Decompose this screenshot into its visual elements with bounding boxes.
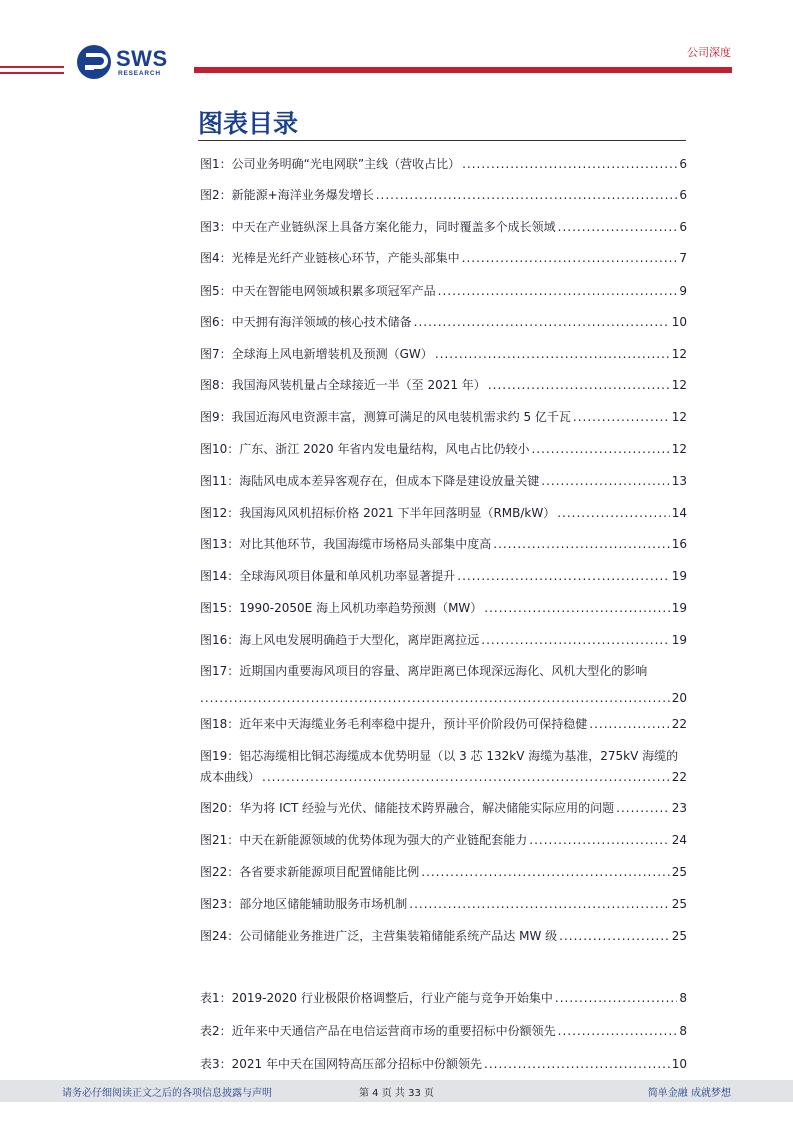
toc-entry-label: 图14：全球海风项目体量和单风机功率显著提升 <box>200 569 456 583</box>
toc-page-number: 8 <box>679 991 687 1005</box>
toc-entry-label: 图4：光棒是光纤产业链核心环节，产能头部集中 <box>200 251 460 265</box>
toc-page-number: 25 <box>671 897 687 911</box>
toc-entry-label: 表2：近年来中天通信产品在电信运营商市场的重要招标中份额领先 <box>200 1024 556 1038</box>
toc-page-number: 25 <box>671 929 687 943</box>
footer-page-info: 第 4 页 共 33 页 <box>359 1088 434 1099</box>
toc-leader-dots <box>555 990 677 1006</box>
toc-entry-fig8[interactable] <box>200 377 687 393</box>
toc-entry-label: 图6：中天拥有海洋领域的核心技术储备 <box>200 315 412 329</box>
toc-entry-label: 图3：中天在产业链纵深上具备方案化能力，同时覆盖多个成长领域 <box>200 220 556 234</box>
toc-page-number: 10 <box>671 1057 687 1071</box>
toc-page-number: 25 <box>671 865 687 879</box>
toc-page-number: 19 <box>671 601 687 615</box>
toc-entry-fig17[interactable] <box>200 663 687 706</box>
toc-entry-label: 图19：铝芯海缆相比铜芯海缆成本优势明显（以 3 芯 132kV 海缆为基准，275kV 海缆的 <box>200 749 679 763</box>
toc-page-number: 22 <box>671 770 687 784</box>
toc-page-number: 16 <box>671 537 687 551</box>
toc-page-number: 12 <box>671 378 687 392</box>
toc-leader-dots <box>414 314 670 330</box>
toc-leader-dots <box>493 536 669 552</box>
toc-entry-label: 图2：新能源+海洋业务爆发增长 <box>200 188 374 202</box>
toc-entry-fig14[interactable] <box>200 568 687 584</box>
footer-disclaimer: 请务必仔细阅读正文之后的各项信息披露与声明 <box>62 1088 272 1099</box>
toc-page-number: 7 <box>679 251 687 265</box>
toc-entry-fig5[interactable] <box>200 283 687 299</box>
toc-entry-table1[interactable] <box>200 990 687 1006</box>
toc-entry-fig7[interactable] <box>200 346 687 362</box>
toc-leader-dots <box>457 568 669 584</box>
toc-entry-fig21[interactable] <box>200 832 687 848</box>
toc-page-number: 22 <box>671 717 687 731</box>
toc-entry-label: 图17：近期国内重要海风项目的容量、离岸距离已体现深远海化、风机大型化的影响 <box>200 664 648 678</box>
toc-entry-label: 图5：中天在智能电网领域积累多项冠军产品 <box>200 284 436 298</box>
toc-entry-label: 图15：1990-2050E 海上风机功率趋势预测（MW） <box>200 601 483 615</box>
toc-page-number: 19 <box>671 569 687 583</box>
toc-page-number: 14 <box>671 506 687 520</box>
toc-entry-fig16[interactable] <box>200 632 687 648</box>
toc-page-number: 12 <box>671 442 687 456</box>
toc-leader-dots <box>262 769 670 785</box>
toc-entry-label: 图11：海陆风电成本差异客观存在，但成本下降是建设放量关键 <box>200 474 540 488</box>
toc-entry-label: 图16：海上风电发展明确趋于大型化，离岸距离拉远 <box>200 633 480 647</box>
toc-entry-fig12[interactable] <box>200 505 687 521</box>
toc-entry-fig24[interactable] <box>200 928 687 944</box>
toc-entry-fig20[interactable] <box>200 800 687 816</box>
toc-leader-dots <box>462 156 677 172</box>
toc-entry-fig13[interactable] <box>200 536 687 552</box>
toc-entry-label: 图23：部分地区储能辅助服务市场机制 <box>200 897 408 911</box>
toc-entry-label: 图20：华为将 ICT 经验与光伏、储能技术跨界融合，解决储能实际应用的问题 <box>200 801 615 815</box>
footer-slogan: 简单金融 成就梦想 <box>647 1088 731 1099</box>
toc-page-number: 6 <box>679 188 687 202</box>
toc-entry-label: 图21：中天在新能源领域的优势体现为强大的产业链配套能力 <box>200 833 528 847</box>
toc-entry-fig23[interactable] <box>200 896 687 912</box>
toc-entry-fig1[interactable] <box>200 156 687 172</box>
toc-leader-dots <box>200 690 670 706</box>
toc-page-number: 9 <box>679 284 687 298</box>
toc-leader-dots <box>484 600 669 616</box>
toc-page-number: 23 <box>671 801 687 815</box>
toc-leader-dots <box>557 505 669 521</box>
toc-entry-fig3[interactable] <box>200 219 687 235</box>
sws-logo-mark-icon <box>76 44 112 80</box>
toc-leader-dots <box>462 250 678 266</box>
toc-page-number: 10 <box>671 315 687 329</box>
toc-page-number: 12 <box>671 347 687 361</box>
logo-text: SWS <box>116 46 168 71</box>
toc-leader-dots <box>589 716 669 732</box>
toc-page-number: 24 <box>671 833 687 847</box>
toc-leader-dots <box>559 928 670 944</box>
toc-leader-dots <box>409 896 669 912</box>
toc-leader-dots <box>438 283 678 299</box>
toc-leader-dots <box>616 800 670 816</box>
toc-entry-fig4[interactable] <box>200 250 687 266</box>
toc-entry-label: 图22：各省要求新能源项目配置储能比例 <box>200 865 420 879</box>
toc-leader-dots <box>541 473 669 489</box>
toc-entry-label: 图8：我国海风装机量占全球接近一半（至 2021 年） <box>200 378 486 392</box>
toc-entry-label: 图10：广东、浙江 2020 年省内发电量结构，风电占比仍较小 <box>200 442 530 456</box>
toc-entry-label: 图9：我国近海风电资源丰富，测算可满足的风电装机需求约 5 亿千瓦 <box>200 410 571 424</box>
report-type-label: 公司深度 <box>687 46 731 59</box>
toc-leader-dots <box>573 409 670 425</box>
toc-leader-dots <box>376 187 678 203</box>
toc-leader-dots <box>484 1056 670 1072</box>
toc-entry-label-continued: 成本曲线） <box>200 770 261 784</box>
toc-entry-label: 图12：我国海风风机招标价格 2021 下半年回落明显（RMB/kW） <box>200 506 556 520</box>
toc-entry-table3[interactable] <box>200 1056 687 1072</box>
header-rule-right <box>194 67 732 73</box>
toc-entry-table2[interactable] <box>200 1023 687 1039</box>
toc-entry-fig6[interactable] <box>200 314 687 330</box>
toc-page-number: 20 <box>671 691 687 705</box>
toc-entry-fig10[interactable] <box>200 441 687 457</box>
toc-entry-label: 图1：公司业务明确“光电网联”主线（营收占比） <box>200 157 461 171</box>
toc-page-number: 13 <box>671 474 687 488</box>
toc-entry-fig15[interactable] <box>200 600 687 616</box>
toc-entry-label: 图13：对比其他环节，我国海缆市场格局头部集中度高 <box>200 537 492 551</box>
toc-entry-fig22[interactable] <box>200 864 687 880</box>
toc-entry-fig19[interactable] <box>200 748 687 785</box>
toc-leader-dots <box>558 1023 678 1039</box>
logo-subtext: RESEARCH <box>118 70 161 77</box>
toc-page-number: 19 <box>671 633 687 647</box>
toc-entry-fig11[interactable] <box>200 473 687 489</box>
toc-entry-label: 表3：2021 年中天在国网特高压部分招标中份额领先 <box>200 1057 482 1071</box>
toc-entry-fig18[interactable] <box>200 716 687 732</box>
toc-entry-label: 图24：公司储能业务推进广泛，主营集装箱储能系统产品达 MW 级 <box>200 929 558 943</box>
toc-leader-dots <box>435 346 670 362</box>
toc-entry-fig9[interactable] <box>200 409 687 425</box>
toc-page-number: 8 <box>679 1024 687 1038</box>
toc-leader-dots <box>421 864 669 880</box>
toc-entry-label: 表1：2019-2020 行业极限价格调整后，行业产能与竞争开始集中 <box>200 991 553 1005</box>
toc-page-number: 6 <box>679 220 687 234</box>
title-divider <box>198 140 686 141</box>
header-rule-left <box>0 66 64 74</box>
toc-leader-dots <box>529 832 669 848</box>
toc-entry-label: 图18：近年来中天海缆业务毛利率稳中提升，预计平价阶段仍可保持稳健 <box>200 717 588 731</box>
toc-leader-dots <box>481 632 669 648</box>
toc-leader-dots <box>558 219 678 235</box>
toc-page-number: 6 <box>679 157 687 171</box>
toc-page-number: 12 <box>671 410 687 424</box>
page-title: 图表目录 <box>198 109 299 138</box>
toc-entry-fig2[interactable] <box>200 187 687 203</box>
toc-leader-dots <box>531 441 669 457</box>
toc-entry-label: 图7：全球海上风电新增装机及预测（GW） <box>200 347 433 361</box>
toc-leader-dots <box>488 377 670 393</box>
